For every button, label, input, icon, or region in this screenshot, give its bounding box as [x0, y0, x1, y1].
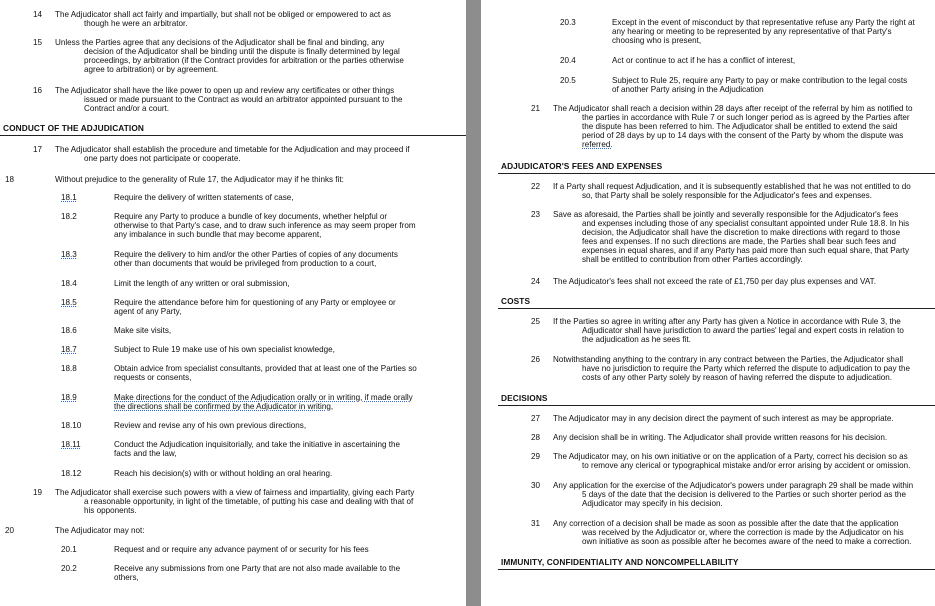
subclause-text: Require the delivery of written statements of case,	[114, 193, 294, 202]
clause-text: The Adjudicator may not:	[55, 526, 145, 535]
clause-text: Any correction of a decision shall be made as soon as possible after the date that the application	[553, 519, 899, 528]
clause-number: 15	[33, 38, 43, 47]
clause-number: 16	[33, 86, 43, 95]
clause-text: Notwithstanding anything to the contrary in any contract between the Parties, the Adjudicator shall	[553, 355, 904, 364]
clause-number: 24	[531, 277, 541, 286]
subclause-text: Require the delivery to him and/or the other Parties of copies of any documents	[114, 250, 398, 259]
clause-text: though he were an arbitrator.	[84, 19, 188, 28]
subclause-text: choosing who is present,	[612, 36, 702, 45]
clause-number: 28	[531, 433, 541, 442]
clause-text: the adjudication as he sees fit.	[582, 335, 691, 344]
clause-text: agree to arbitration) or by agreement.	[84, 65, 219, 74]
document-page-left	[0, 0, 466, 606]
document-page-right	[481, 0, 935, 606]
subclause-number: 18.7	[61, 345, 77, 354]
subclause-number: 20.1	[61, 545, 77, 554]
clause-text: The Adjudicator's fees shall not exceed the rate of £1,750 per day plus expenses and VAT.	[553, 277, 876, 286]
subclause-text: Subject to Rule 25, require any Party to pay or make contribution to the legal costs	[612, 76, 908, 85]
clause-number: 30	[531, 481, 541, 490]
clause-number: 25	[531, 317, 541, 326]
clause-text: The Adjudicator shall establish the procedure and timetable for the Adjudication and may proceed if	[55, 145, 410, 154]
subclause-text: Review and revise any of his own previous directions,	[114, 421, 307, 430]
subclause-number: 20.2	[61, 564, 77, 573]
clause-text: period of 28 days by up to 14 days with the consent of the Party by whom the dispute was	[582, 131, 904, 140]
clause-text: his opponents.	[84, 506, 137, 515]
clause-text: Without prejudice to the generality of Rule 17, the Adjudicator may if he thinks fit:	[55, 175, 344, 184]
clause-text: The Adjudicator shall act fairly and impartially, but shall not be obliged or empowered to act as	[55, 10, 391, 19]
section-heading: COSTS	[501, 296, 531, 306]
subclause-number: 18.5	[61, 298, 77, 307]
clause-text: shall be entitled to contribution from other Parties accordingly.	[582, 255, 803, 264]
subclause-text: facts and the law,	[114, 449, 177, 458]
clause-text: Adjudicator shall have jurisdiction to award the parties' legal and expert costs in relation to	[582, 326, 904, 335]
subclause-text: Obtain advice from specialist consultants, provided that at least one of the Parties so	[114, 364, 417, 373]
clause-text: The Adjudicator shall exercise such powers with a view of fairness and impartiality, giving each Party	[55, 488, 415, 497]
subclause-text: otherwise to that Party's case, and to draw such inference as may seem proper from	[114, 221, 416, 230]
clause-number: 27	[531, 414, 541, 423]
subclause-number: 18.6	[61, 326, 77, 335]
subclause-text: Require any Party to produce a bundle of key documents, whether helpful or	[114, 212, 388, 221]
clause-text: issued or made pursuant to the Contract as would an arbitrator appointed pursuant to the	[84, 95, 403, 104]
clause-text: expenses in equal shares, and if any Party has paid more than such equal share, that Party	[582, 246, 910, 255]
clause-number: 26	[531, 355, 541, 364]
subclause-text: any hearing or meeting to be represented by any representative of that Party's	[612, 27, 892, 36]
subclause-text: Receive any submissions from one Party that are not also made available to the	[114, 564, 401, 573]
clause-text: Contract and/or a court.	[84, 104, 170, 113]
clause-text: and expenses including those of any specialist consultant appointed under Rule 18.8. In his	[582, 219, 910, 228]
clause-text: Any decision shall be in writing. The Adjudicator shall provide written reasons for his decision.	[553, 433, 888, 442]
heading-rule	[498, 173, 935, 174]
clause-text: Adjudicator may specify in his decision.	[582, 499, 723, 508]
clause-number: 22	[531, 182, 541, 191]
subclause-text: other than documents that would be privileged from production to a court,	[114, 259, 377, 268]
clause-text: referred.	[582, 140, 613, 149]
clause-text: The Adjudicator may in any decision direct the payment of such interest as may be appropriate.	[553, 414, 894, 423]
clause-text: decision of the Adjudicator shall be binding until the dispute is finally determined by legal	[84, 47, 400, 56]
heading-rule	[498, 569, 935, 570]
clause-number: 20	[5, 526, 15, 535]
subclause-number: 18.10	[61, 421, 82, 430]
clause-text: The Adjudicator may, on his own initiative or on the application of a Party, correct his decision so as	[553, 452, 908, 461]
subclause-text: Act or continue to act if he has a conflict of interest,	[612, 56, 796, 65]
clause-text: decision, the Adjudicator shall have the discretion to make directions with regard to those	[582, 228, 901, 237]
subclause-text: Conduct the Adjudication inquisitorially, and take the initiative in ascertaining the	[114, 440, 401, 449]
clause-text: Any application for the exercise of the Adjudicator's powers under paragraph 29 shall be made within	[553, 481, 914, 490]
clause-text: a reasonable opportunity, in light of the timetable, of putting his case and dealing with that of	[84, 497, 414, 506]
subclause-text: Require the attendance before him for questioning of any Party or employee or	[114, 298, 396, 307]
subclause-number: 18.12	[61, 469, 82, 478]
clause-number: 14	[33, 10, 43, 19]
clause-text: Save as aforesaid, the Parties shall be jointly and severally responsible for the Adjudicator's fees	[553, 210, 899, 219]
clause-text: the dispute has been referred to him. The Adjudicator shall be entitled to extend the said	[582, 122, 898, 131]
subclause-text: Reach his decision(s) with or without holding an oral hearing.	[114, 469, 333, 478]
heading-rule	[498, 308, 935, 309]
subclause-number: 18.1	[61, 193, 77, 202]
clause-text: so, that Party shall be solely responsible for the Adjudicator's fees and expenses.	[582, 191, 872, 200]
clause-number: 17	[33, 145, 43, 154]
subclause-number: 18.3	[61, 250, 77, 259]
heading-rule	[0, 135, 466, 136]
subclause-number: 18.11	[61, 440, 81, 449]
subclause-text: requests or consents,	[114, 373, 192, 382]
section-heading: DECISIONS	[501, 393, 548, 403]
clause-text: 5 days of the date that the decision is delivered to the Parties or such shorter period as the	[582, 490, 906, 499]
subclause-text: Make site visits,	[114, 326, 172, 335]
clause-text: one party does not participate or cooperate.	[84, 154, 241, 163]
subclause-number: 20.4	[560, 56, 576, 65]
subclause-number: 18.2	[61, 212, 77, 221]
clause-text: If a Party shall request Adjudication, and it is subsequently established that he was not entitled to do	[553, 182, 911, 191]
clause-number: 18	[5, 175, 15, 184]
subclause-number: 20.5	[560, 76, 576, 85]
clause-text: to remove any clerical or typographical mistake and/or error arising by accident or omission.	[582, 461, 911, 470]
section-heading: IMMUNITY, CONFIDENTIALITY AND NONCOMPELLABILITY	[501, 557, 739, 567]
subclause-number: 18.8	[61, 364, 77, 373]
subclause-text: agent of any Party,	[114, 307, 182, 316]
subclause-number: 18.4	[61, 279, 77, 288]
clause-text: The Adjudicator shall reach a decision within 28 days after receipt of the referral by him as notified to	[553, 104, 913, 113]
section-heading: ADJUDICATOR'S FEES AND EXPENSES	[501, 161, 663, 171]
clause-text: proceedings, by arbitration (if the Contract provides for arbitration or the parties otherwise	[84, 56, 404, 65]
subclause-text: others,	[114, 573, 139, 582]
clause-text: If the Parties so agree in writing after any Party has given a Notice in accordance with Rule 3, the	[553, 317, 901, 326]
clause-number: 19	[33, 488, 43, 497]
clause-number: 31	[531, 519, 541, 528]
subclause-number: 20.3	[560, 18, 576, 27]
clause-text: own initiative as soon as possible after he becomes aware of the need to make a correction.	[582, 537, 912, 546]
subclause-text: Except in the event of misconduct by that representative refuse any Party the right at	[612, 18, 915, 27]
subclause-text: the directions shall be confirmed by the Adjudicator in writing,	[114, 402, 334, 411]
clause-text: the parties in accordance with Rule 7 or such longer period as is agreed by the Parties after	[582, 113, 910, 122]
subclause-text: Subject to Rule 19 make use of his own specialist knowledge,	[114, 345, 335, 354]
subclause-text: any imbalance in such bundle that may become apparent,	[114, 230, 322, 239]
subclause-text: Limit the length of any written or oral submission,	[114, 279, 290, 288]
clause-text: The Adjudicator shall have the like power to open up and review any certificates or other things	[55, 86, 395, 95]
clause-text: fees and expenses. If no such directions are made, the Parties shall bear such fees and	[582, 237, 897, 246]
clause-text: have no jurisdiction to require the Party which referred the dispute to adjudication to pay the	[582, 364, 910, 373]
subclause-text: of another Party arising in the Adjudication	[612, 85, 764, 94]
clause-text: was received by the Adjudicator or, where the correction is made by the Adjudicator on his	[582, 528, 904, 537]
subclause-number: 18.9	[61, 393, 77, 402]
clause-text: Unless the Parties agree that any decisions of the Adjudicator shall be final and binding, any	[55, 38, 385, 47]
clause-text: costs of any other Party solely by reason of having referred the dispute to adjudication.	[582, 373, 892, 382]
section-heading: CONDUCT OF THE ADJUDICATION	[3, 123, 144, 133]
clause-number: 21	[531, 104, 541, 113]
subclause-text: Make directions for the conduct of the Adjudication orally or in writing, if made orally	[114, 393, 413, 402]
subclause-text: Request and or require any advance payment of or security for his fees	[114, 545, 369, 554]
heading-rule	[498, 405, 935, 406]
clause-number: 23	[531, 210, 541, 219]
clause-number: 29	[531, 452, 541, 461]
